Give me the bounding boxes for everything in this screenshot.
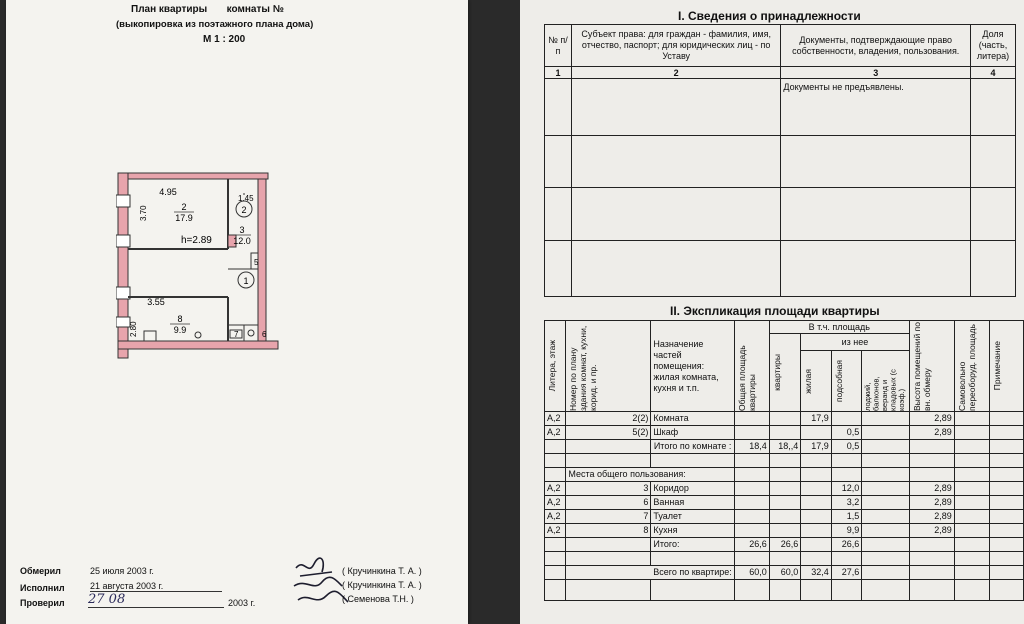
table-cell: А,2 — [545, 496, 566, 510]
grand-total-row — [545, 566, 1024, 580]
table-cell — [734, 426, 769, 440]
label-5: 5 — [254, 258, 259, 267]
table-cell: 26,6 — [831, 538, 862, 552]
area-explication-table — [544, 320, 1024, 601]
marker-2: 2 — [241, 205, 247, 215]
table-cell: 2(2) — [566, 412, 651, 426]
table-cell: 5(2) — [566, 426, 651, 440]
hdr-room-no: Номер по плану здания комнат, кухни, корид. и пр. — [568, 325, 599, 411]
hdr-self-built: Самовольно переоборуд. площадь — [956, 324, 977, 411]
table-cell — [769, 412, 800, 426]
table-cell: 18,,4 — [769, 440, 800, 454]
hdr-litera: Литера, этаж — [547, 340, 557, 392]
dim-side: 3.70 — [139, 205, 148, 221]
common-areas-label-row — [545, 468, 1024, 482]
table-cell: 17,9 — [801, 440, 832, 454]
hdr-incl-group: В т.ч. площадь — [769, 321, 909, 334]
floor-plan — [116, 165, 291, 365]
table-cell — [769, 426, 800, 440]
table-row — [545, 426, 1024, 440]
table-row — [545, 482, 1024, 496]
table-cell: 2,89 — [909, 412, 954, 426]
hdr-auxiliary: подсобная — [833, 359, 844, 403]
signoff-name-2: ( Кручинкина Т. А. ) — [342, 580, 422, 590]
ownership-table — [544, 24, 1016, 297]
dim-top: 4.95 — [159, 187, 177, 197]
table-cell: 26,6 — [769, 538, 800, 552]
signoff-role-3: Проверил — [20, 598, 65, 608]
table-cell: 1,5 — [831, 510, 862, 524]
label-6: 6 — [262, 330, 267, 339]
room8-area: 9.9 — [173, 325, 187, 335]
table-cell: Кухня — [651, 524, 734, 538]
hdr-living: жилая — [803, 368, 814, 394]
table-cell: 2,89 — [909, 524, 954, 538]
section2-title: II. Экспликация площади квартиры — [670, 304, 880, 318]
table-cell: 7 — [566, 510, 651, 524]
table-cell: А,2 — [545, 482, 566, 496]
signoff-date-2: 21 августа 2003 г. — [90, 581, 222, 592]
table-row — [545, 412, 1024, 426]
table-cell: 0,5 — [831, 440, 862, 454]
table-cell: Коридор — [651, 482, 734, 496]
table-cell: 9,9 — [831, 524, 862, 538]
room3-area: 12.0 — [233, 236, 251, 246]
table-cell: 18,4 — [734, 440, 769, 454]
table-cell: 3,2 — [831, 496, 862, 510]
table-cell: Комната — [651, 412, 734, 426]
table-cell: 26,6 — [734, 538, 769, 552]
table-cell: 60,0 — [734, 566, 769, 580]
ownership-note: Документы не предъявлены. — [781, 79, 971, 135]
table-cell — [734, 412, 769, 426]
table-cell: 2,89 — [909, 426, 954, 440]
table-cell: Итого по комнате : — [651, 440, 734, 454]
plan-scale: М 1 : 200 — [203, 34, 246, 45]
hdr-purpose: Назначение частей помещения: жилая комната, кухня и т.п. — [651, 321, 734, 412]
table-cell: Ванная — [651, 496, 734, 510]
dim-280: 2.80 — [129, 321, 138, 337]
plan-subtitle: (выкопировка из поэтажного плана дома) — [116, 19, 314, 30]
hdr-apts: квартиры — [771, 354, 782, 391]
table-cell: 2,89 — [909, 496, 954, 510]
table-row — [545, 496, 1024, 510]
table-cell: 60,0 — [769, 566, 800, 580]
right-page — [520, 0, 1024, 624]
table-row — [545, 524, 1024, 538]
hdr-of-which: из нее — [801, 334, 910, 351]
table-cell — [801, 426, 832, 440]
table-cell: Места общего пользования: — [566, 468, 734, 482]
signoff-role-1: Обмерил — [20, 566, 61, 576]
room8-number: 8 — [177, 314, 183, 324]
ownership-header-documents: Документы, подтверждающие право собственности, владения, пользования. — [781, 25, 971, 67]
hdr-note: Примечание — [991, 341, 1002, 391]
dim-145: 1.45 — [238, 194, 254, 203]
table-cell: 2,89 — [909, 510, 954, 524]
signoff-date-3: 27 08 — [88, 592, 224, 608]
col-number-2: 2 — [571, 67, 780, 79]
ownership-header-share: Доля (часть, литера) — [971, 25, 1016, 67]
table-cell: 2,89 — [909, 482, 954, 496]
signoff-date-3-suffix: 2003 г. — [228, 598, 256, 608]
col-number-4: 4 — [971, 67, 1016, 79]
table-cell: 17,9 — [801, 412, 832, 426]
table-cell: А,2 — [545, 510, 566, 524]
table-cell — [831, 412, 862, 426]
table-cell: А,2 — [545, 426, 566, 440]
room8-dim: 3.55 — [147, 297, 165, 307]
signoff-name-3: ( Семенова Т.Н. ) — [342, 594, 414, 604]
hdr-loggias: лоджий, балконов, веранд и кладовых (с коэф.) — [863, 369, 907, 411]
table-cell — [862, 426, 910, 440]
ownership-header-subject: Субъект права: для граждан - фамилия, имя, отчество, паспорт; для юридических лиц - по Уставу — [571, 25, 780, 67]
table-cell: Шкаф — [651, 426, 734, 440]
table-cell: Итого: — [651, 538, 734, 552]
table-cell: 3 — [566, 482, 651, 496]
room-total-row — [545, 440, 1024, 454]
room2-number: 2 — [181, 202, 187, 212]
room2-area: 17.9 — [175, 213, 193, 223]
room3-number: 3 — [239, 225, 245, 235]
table-cell: 6 — [566, 496, 651, 510]
left-page — [6, 0, 468, 624]
plan-title: План квартиры комнаты № — [131, 4, 284, 15]
signoff-date-1: 25 июля 2003 г. — [90, 566, 154, 576]
label-7: 7 — [234, 330, 239, 339]
table-cell: Всего по квартире: — [566, 566, 734, 580]
signoff-name-1: ( Кручинкина Т. А. ) — [342, 566, 422, 576]
signoff-role-2: Исполнил — [20, 583, 65, 593]
table-cell: 12,0 — [831, 482, 862, 496]
table-cell: А,2 — [545, 524, 566, 538]
table-row — [545, 510, 1024, 524]
table-cell: 32,4 — [801, 566, 832, 580]
ownership-header-no: № п/п — [545, 25, 572, 67]
table-cell: 27,6 — [831, 566, 862, 580]
col-number-3: 3 — [781, 67, 971, 79]
marker-1: 1 — [243, 276, 249, 286]
ceiling-height: h=2.89 — [181, 235, 212, 246]
hdr-height: Высота помещений по вн. обмеру — [911, 322, 932, 411]
table-cell — [862, 412, 910, 426]
table-cell: Туалет — [651, 510, 734, 524]
table-cell: 0,5 — [831, 426, 862, 440]
common-total-row — [545, 538, 1024, 552]
table-cell: 8 — [566, 524, 651, 538]
col-number-1: 1 — [545, 67, 572, 79]
hdr-total: Общая площадь квартиры — [736, 345, 757, 411]
table-cell: А,2 — [545, 412, 566, 426]
section1-title: I. Сведения о принадлежности — [678, 9, 861, 23]
